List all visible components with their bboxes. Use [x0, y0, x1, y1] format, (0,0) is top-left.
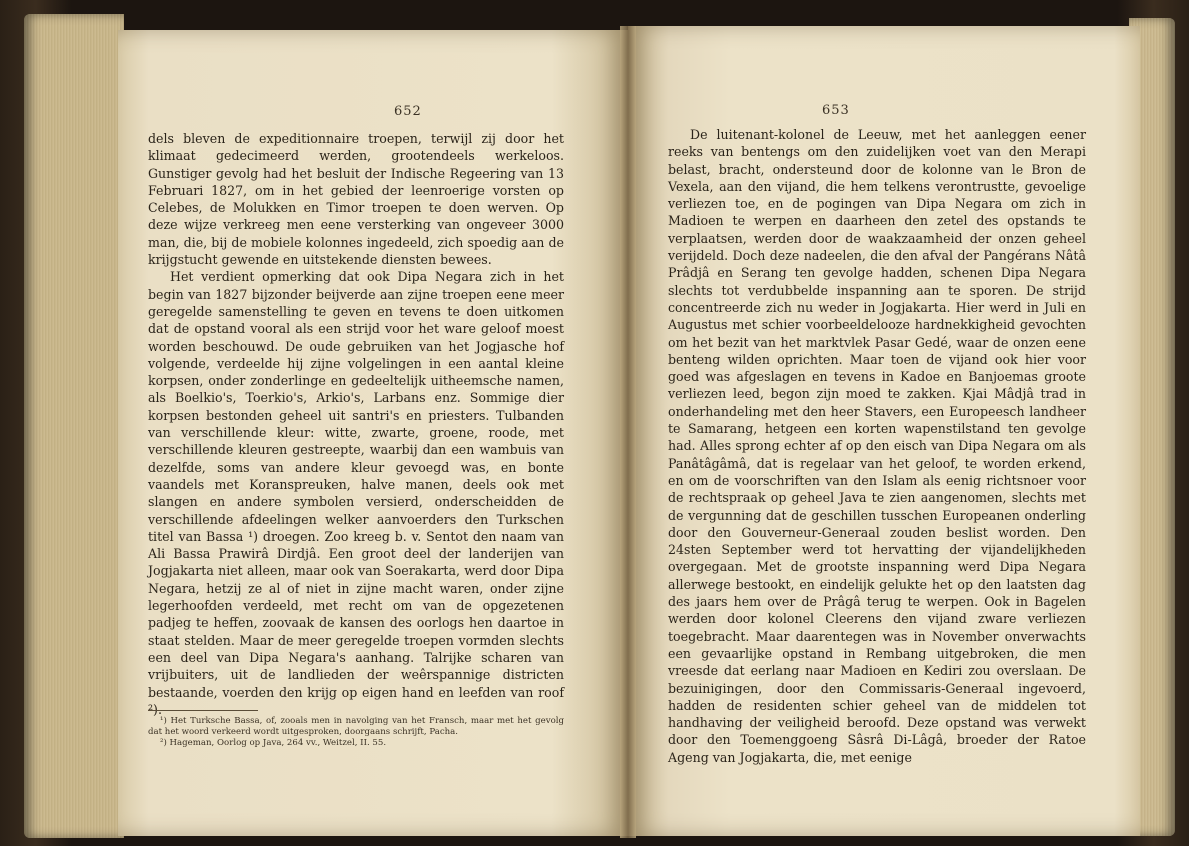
left-page-body: [148, 130, 564, 718]
footnote-rule: [148, 710, 258, 711]
right-paragraph-1: De luitenant-kolonel de Leeuw, met het aanleggen eener reeks van bentengs om den zuidelijken voet van den Merapi belast, bracht, ondersteund door de kolonne van le Bron de Vexela, aan den vijand, die hem telkens verontrustte, gevoelige verliezen toe, en de pogingen van Dipa Negara om zich in Madioen te werpen en daarheen den zetel des opstands te verplaatsen, werden door de waakzaamheid der onzen geheel verijdeld. Doch deze nadeelen, die den afval der Pangérans Nâtâ Prâdjâ en Serang ten gevolge hadden, schenen Dipa Negara slechts tot verdubbelde inspanning aan te sporen. De strijd concentreerde zich nu weder in Jogjakarta. Hier werd in Juli en Augustus met schier voorbeeldelooze hardnekkigheid gevochten om het bezit van het marktvlek Pasar Gedé, waar de onzen eene benteng wilden oprichten. Maar toen de vijand ook hier voor goed was afgeslagen en tevens in Kadoe en Banjoemas groote verliezen leed, begon zijn moed te zakken. Kjai Mâdjâ trad in onderhandeling met den heer Stavers, een Europeesch landheer te Samarang, hetgeen een korten wapenstilstand ten gevolge had. Alles sprong echter af op den eisch van Dipa Negara om als Panâtâgâmâ, dat is regelaar van het geloof, te worden erkend, en om de voorschriften van den Islam als eenig richtsnoer voor de rechtspraak op geheel Java te zien aangenomen, slechts met de vergunning dat de geschillen tusschen Europeanen onderling door den Gouverneur-Generaal zouden beslist worden. Den 24sten September werd tot hervatting der vijandelijkheden overgegaan. Met de grootste inspanning werd Dipa Negara allerwege bestookt, en eindelijk gelukte het op den laatsten dag des jaars hem over de Prâgâ terug te werpen. Ook in Bagelen werden door kolonel Cleerens den vijand zware verliezen toegebracht. Maar daarentegen was in November onverwachts een gevaarlijke opstand in Rembang uitgebroken, die men vreesde dat eerlang naar Madioen en Kediri zou overslaan. De bezuinigingen, door den Commissaris-Generaal ingevoerd, hadden de residenten schier geheel van de middelen tot handhaving der veiligheid beroofd. Deze opstand was verwekt door den Toemenggoeng Sâsrâ Di-Lâgâ, broeder der Ratoe Ageng van Jogjakarta, die, met eenige: [668, 127, 1086, 765]
left-page: [118, 30, 628, 836]
footnote-2: ²) Hageman, Oorlog op Java, 264 vv., Weitzel, II. 55.: [160, 738, 387, 748]
left-page-footnotes: [148, 716, 564, 749]
left-page-number: 652: [394, 104, 422, 119]
right-page-body: [668, 126, 1086, 766]
left-paragraph-1: dels bleven de expeditionnaire troepen, terwijl zij door het klimaat gedecimeerd werden, grootendeels werkeloos. Gunstiger gevolg had het besluit der Indische Regeering van 13 Februari 1827, om in het gebied der leenroerige vorsten op Celebes, de Molukken en Timor troepen te doen werven. Op deze wijze verkreeg men eene versterking van ongeveer 3000 man, die, bij de mobiele kolonnes ingedeeld, zich spoedig aan de krijgstucht gewende en uitstekende diensten bewees.: [148, 131, 564, 268]
right-page-number: 653: [822, 103, 850, 118]
left-page-stack-edge: [24, 14, 124, 838]
book-gutter: [620, 26, 636, 838]
left-paragraph-2: Het verdient opmerking dat ook Dipa Negara zich in het begin van 1827 bijzonder beijverde aan zijne troepen eene meer geregelde samenstelling te geven en tevens te doen uitkomen dat de opstand vooral als een strijd voor het ware geloof moest worden beschouwd. De oude gebruiken van het Jogjasche hof volgende, verdeelde hij zijne volgelingen in een aantal kleine korpsen, onder zonderlinge en gedeeltelijk uitheemsche namen, als Boelkio's, Toerkio's, Arkio's, Larbans enz. Sommige dier korpsen bestonden geheel uit santri's en priesters. Tulbanden van verschillende kleur: witte, zwarte, groene, roode, met verschillende kleuren gestreepte, waarbij dan een wambuis van dezelfde, soms van andere kleur gevoegd was, en bonte vaandels met Koranspreuken, halve manen, deels ook met slangen en andere symbolen versierd, onderscheidden de verschillende afdeelingen welker aanvoerders den Turkschen titel van Bassa ¹) droegen. Zoo kreeg b. v. Sentot den naam van Ali Bassa Prawirâ Dirdjâ. Een groot deel der landerijen van Jogjakarta niet alleen, maar ook van Soerakarta, werd door Dipa Negara, hetzij ze al of niet in zijne macht waren, onder zijne legerhoofden verdeeld, met recht om van de opgezetenen padjeg te heffen, zoovaak de kansen des oorlogs hen daartoe in staat stelden. Maar de meer geregelde troepen vormden slechts een deel van Dipa Negara's aanhang. Talrijke scharen van vrijbuiters, uit de landlieden der weêrspannige districten bestaande, voerden den krijg op eigen hand en leefden van roof ²).: [148, 269, 564, 717]
footnote-1: ¹) Het Turksche Bassa, of, zooals men in navolging van het Fransch, maar met het gevolg dat het woord verkeerd wordt uitgesproken, doorgaans schrijft, Pacha.: [148, 716, 564, 737]
right-page: [628, 26, 1140, 836]
